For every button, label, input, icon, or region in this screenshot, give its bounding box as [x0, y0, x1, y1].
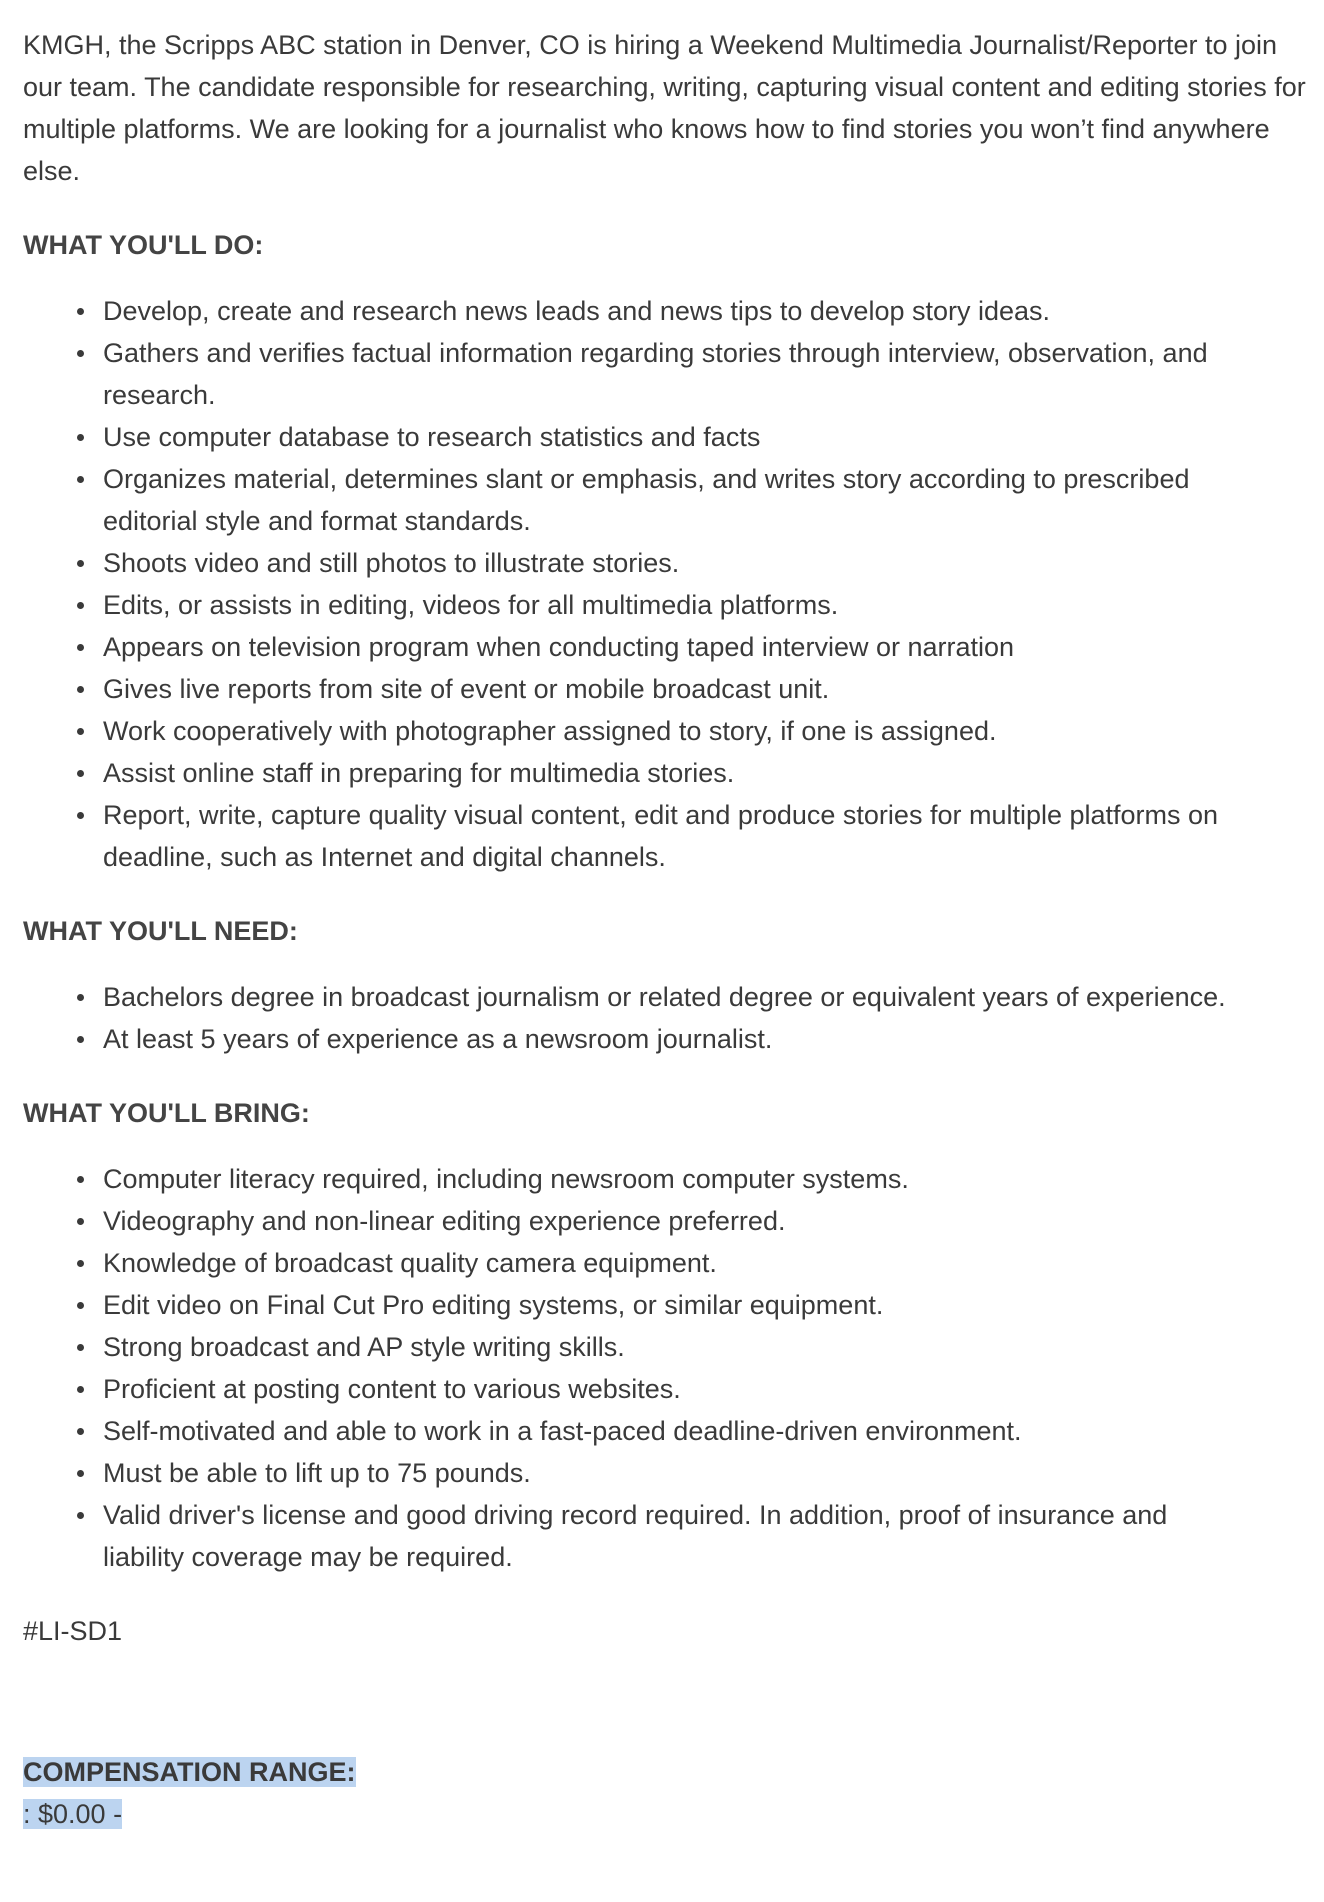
list-item: Gives live reports from site of event or mobile broadcast unit. — [103, 668, 1318, 710]
list-item: Use computer database to research statistics and facts — [103, 416, 1318, 458]
compensation-value — [23, 1793, 1318, 1835]
section-heading-bring: WHAT YOU'LL BRING: — [23, 1098, 310, 1128]
list-item: Edit video on Final Cut Pro editing systems, or similar equipment. — [103, 1284, 1318, 1326]
list-item: Bachelors degree in broadcast journalism or related degree or equivalent years of experience. — [103, 976, 1318, 1018]
list-item: Proficient at posting content to various websites. — [103, 1368, 1318, 1410]
list-item: Self-motivated and able to work in a fast-paced deadline-driven environment. — [103, 1410, 1318, 1452]
section-heading-need: WHAT YOU'LL NEED: — [23, 916, 298, 946]
list-item: Work cooperatively with photographer assigned to story, if one is assigned. — [103, 710, 1318, 752]
intro-paragraph: KMGH, the Scripps ABC station in Denver, CO is hiring a Weekend Multimedia Journalist/Reporter to join our team. The candidate responsible for researching, writing, capturing visual content and editing stories for multiple platforms. We are looking for a journalist who knows how to find stories you won’t find anywhere else. — [23, 30, 1306, 186]
list-item: Report, write, capture quality visual content, edit and produce stories for multiple platforms on deadline, such as Internet and digital channels. — [103, 794, 1318, 878]
selected-text-heading[interactable]: COMPENSATION RANGE: — [23, 1757, 356, 1787]
list-item: Must be able to lift up to 75 pounds. — [103, 1452, 1318, 1494]
list-item: Computer literacy required, including newsroom computer systems. — [103, 1158, 1318, 1200]
hashtag-label: #LI-SD1 — [23, 1616, 123, 1646]
job-description — [23, 24, 1318, 1835]
list-item: Develop, create and research news leads and news tips to develop story ideas. — [103, 290, 1318, 332]
list-item: Assist online staff in preparing for multimedia stories. — [103, 752, 1318, 794]
list-item: At least 5 years of experience as a newsroom journalist. — [103, 1018, 1318, 1060]
list-item: Edits, or assists in editing, videos for all multimedia platforms. — [103, 584, 1318, 626]
compensation-heading — [23, 1751, 1318, 1793]
requirements-list — [23, 976, 1318, 1060]
list-item: Appears on television program when conducting taped interview or narration — [103, 626, 1318, 668]
list-item: Strong broadcast and AP style writing skills. — [103, 1326, 1318, 1368]
list-item: Knowledge of broadcast quality camera equipment. — [103, 1242, 1318, 1284]
spacer — [23, 1652, 1318, 1751]
list-item: Shoots video and still photos to illustrate stories. — [103, 542, 1318, 584]
list-item: Gathers and verifies factual information regarding stories through interview, observation, and research. — [103, 332, 1318, 416]
list-item: Organizes material, determines slant or emphasis, and writes story according to prescribed editorial style and format standards. — [103, 458, 1318, 542]
skills-list — [23, 1158, 1318, 1578]
section-heading-do: WHAT YOU'LL DO: — [23, 230, 264, 260]
selected-text-value[interactable]: : $0.00 - — [23, 1799, 123, 1829]
duties-list — [23, 290, 1318, 878]
list-item: Valid driver's license and good driving record required. In addition, proof of insurance and liability coverage may be required. — [103, 1494, 1318, 1578]
list-item: Videography and non-linear editing experience preferred. — [103, 1200, 1318, 1242]
